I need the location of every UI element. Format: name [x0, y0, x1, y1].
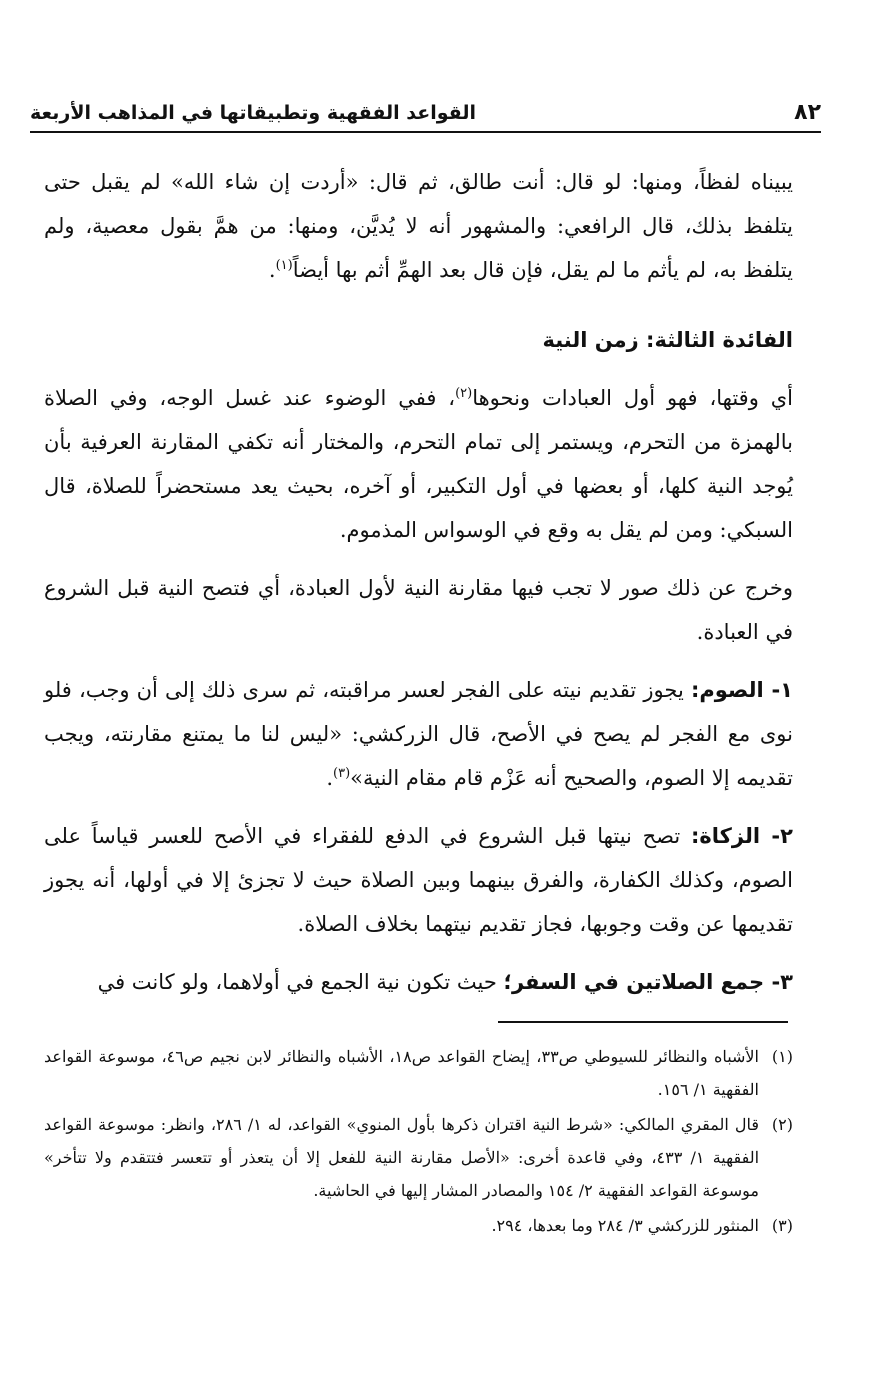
item-text: يجوز تقديم نيته على الفجر لعسر مراقبته، ثم سرى ذلك إلى أن وجب، فلو نوى مع الفجر لم يصح في الأصح، قال الزركشي: «ليس لنا ما يمتنع مقارنته، ويجب تقديمه إلا الصوم، والصحيح أنه عَزْم قام مقام النية» — [44, 678, 793, 790]
paragraph-text: ، ففي الوضوء عند غسل الوجه، وفي الصلاة بالهمزة من التحرم، ويستمر إلى تمام التحرم، والمختار أنه تكفي المقارنة العرفية بأن يُوجد النية كلها، أو بعضها في أول التكبير، أو آخره، بحيث يعد مستحضراً للصلاة، قال السبكي: ومن لم يقل به وقع في الوسواس المذموم. — [44, 386, 793, 542]
paragraph — [44, 566, 793, 654]
paragraph — [44, 376, 793, 552]
item-label: ٢- الزكاة: — [691, 824, 793, 848]
footnote-ref: (٣) — [333, 766, 351, 781]
paragraph: يبيناه لفظاً، ومنها: لو قال: أنت طالق، ثم قال: «أردت إن شاء الله» لم يقبل حتى يتلفظ بذلك، قال الرافعي: والمشهور أنه لا يُديَّن، ومنها: من همَّ بقول معصية، ولم يتلفظ به، لم يأثم ما لم يقل، فإن قال بعد الهمِّ أثم بها أيضاً$^{(١)}$. — [44, 170, 793, 282]
item-label: ٣- جمع الصلاتين في السفر؛ — [503, 970, 793, 994]
footnote-text: المنثور للزركشي ٣/ ٢٨٤ وما بعدها، ٢٩٤. — [491, 1216, 759, 1235]
footnote — [44, 1209, 793, 1242]
item-text-end: . — [326, 766, 334, 790]
item-text: تصح نيتها قبل الشروع في الدفع للفقراء في الأصح للعسر قياساً على الصوم، وكذلك الكفارة، والفرق بينهما وبين الصلاة حيث لا تجزئ إلا في أولها، أنه يجوز تقديمها عن وقت وجوبها، فجاز تقديم نيتهما بخلاف الصلاة. — [44, 824, 793, 936]
footnote-number: (١) — [771, 1047, 793, 1066]
paragraph-text: أي وقتها، فهو أول العبادات ونحوها — [472, 386, 793, 410]
list-item — [44, 960, 793, 1004]
page-number: ٨٢ — [794, 100, 821, 125]
footnote-text: قال المقري المالكي: «شرط النية اقتران ذكرها بأول المنوي» القواعد، له ١/ ٢٨٦، وانظر: موسوعة القواعد الفقهية ١/ ٤٣٣، وفي قاعدة أخرى: «الأصل مقارنة النية للفعل إلا أن يتعذر أو تتعسر فتتقدم ولا تتأخر» موسوعة القواعد الفقهية ٢/ ١٥٤ والمصادر المشار إليها في الحاشية. — [44, 1115, 760, 1200]
footnote-text: الأشباه والنظائر للسيوطي ص٣٣، إيضاح القواعد ص١٨، الأشباه والنظائر لابن نجيم ص٤٦، موسوعة القواعد الفقهية ١/ ١٥٦. — [44, 1047, 760, 1099]
footnote-ref: (١) — [275, 258, 293, 273]
running-title: القواعد الفقهية وتطبيقاتها في المذاهب الأربعة — [30, 102, 476, 124]
footnote-ref: (٢) — [455, 386, 473, 401]
footnote — [44, 1040, 793, 1106]
header-divider — [30, 131, 821, 133]
item-text: حيث تكون نية الجمع في أولاهما، ولو كانت في — [97, 970, 504, 994]
footnote — [44, 1108, 793, 1207]
item-label: ١- الصوم: — [690, 678, 793, 702]
footnotes — [44, 1040, 793, 1244]
paragraph-text: يبيناه لفظاً، ومنها: لو قال: أنت طالق، ثم قال: «أردت إن شاء الله» لم يقبل حتى يتلفظ بذلك، قال الرافعي: والمشهور أنه لا يُديَّن، ومنها: من همَّ بقول معصية، ولم يتلفظ به، لم يأثم ما لم يقل، فإن قال بعد الهمِّ أثم بها أيضاً — [44, 170, 793, 282]
list-item — [44, 668, 793, 800]
footnote-number: (٣) — [771, 1216, 793, 1235]
main-text — [44, 160, 793, 1018]
footnote-number: (٢) — [771, 1115, 793, 1134]
paragraph-text: وخرج عن ذلك صور لا تجب فيها مقارنة النية لأول العبادة، أي فتصح النية قبل الشروع في العبادة. — [44, 576, 793, 644]
list-item — [44, 814, 793, 946]
section-heading: الفائدة الثالثة: زمن النية — [542, 328, 793, 352]
page-header — [30, 96, 821, 130]
footnote-divider — [498, 1021, 788, 1023]
